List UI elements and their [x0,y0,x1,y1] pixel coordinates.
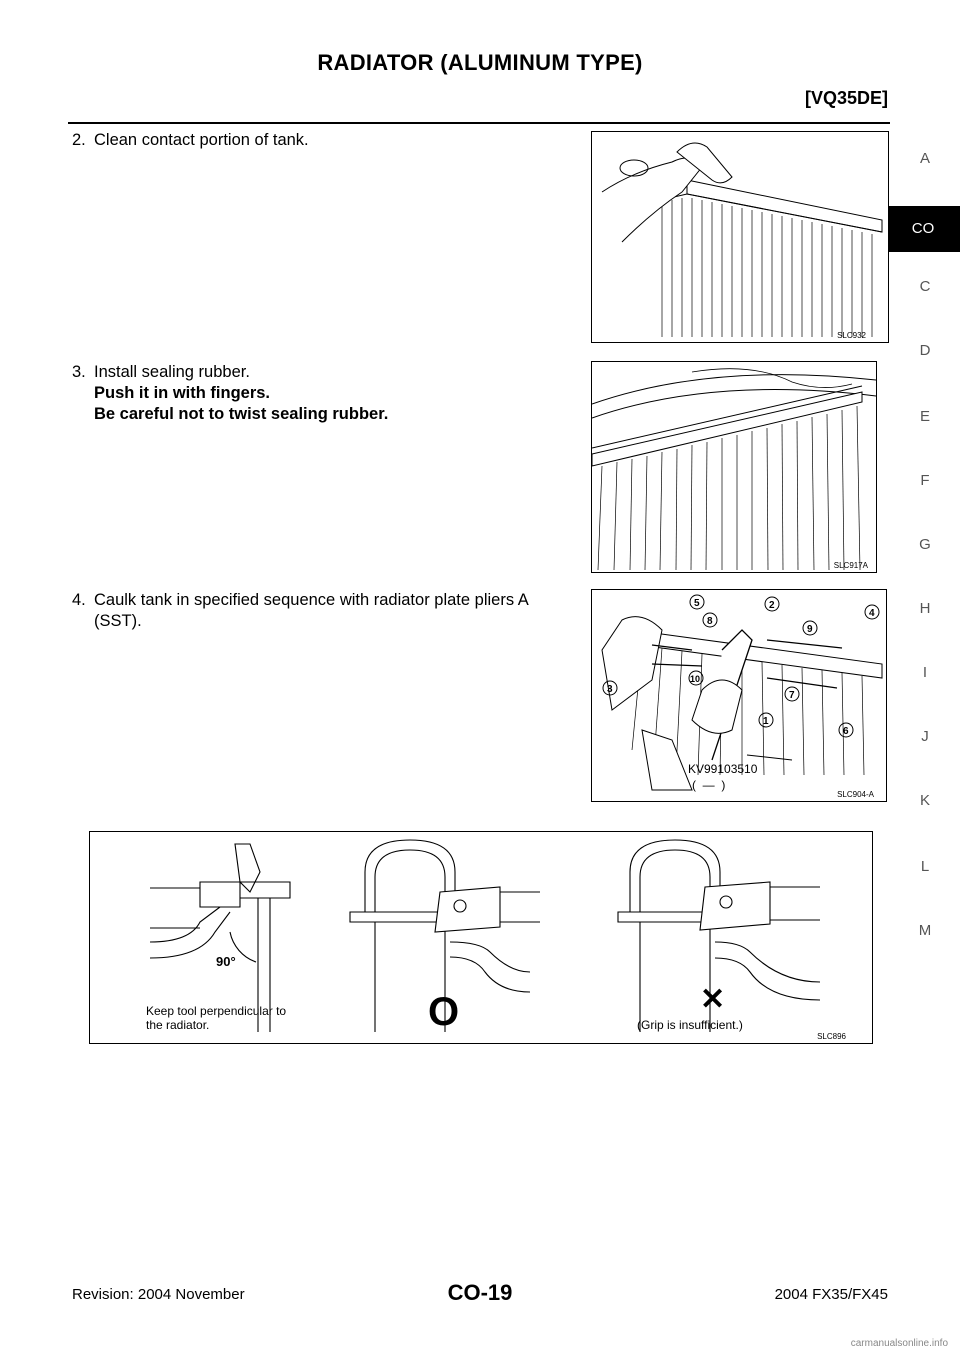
svg-text:7: 7 [789,690,795,701]
figure-code: SLC932 [837,331,866,340]
figure-caulk-sequence [591,589,887,802]
radiator-cleaning-illustration [592,132,888,342]
side-tab-a[interactable]: A [919,150,930,167]
footer-page-number: CO-19 [447,1280,513,1305]
side-tab-j[interactable]: J [921,728,929,745]
step-caution: Be careful not to twist sealing rubber. [94,405,389,423]
ng-mark: ✕ [700,983,726,1016]
footer-revision: Revision: 2004 November [72,1286,245,1303]
svg-text:1: 1 [763,716,769,727]
step-number: 2. [72,131,86,149]
figure-code: SLC917A [833,561,868,570]
side-tab-f[interactable]: F [920,472,930,489]
side-tab-e[interactable]: E [919,408,930,425]
side-tab-co[interactable]: CO [886,206,960,252]
engine-code: [VQ35DE] [804,88,888,108]
side-tab-m[interactable]: M [918,922,932,939]
step-2 [72,130,562,151]
side-tab-h[interactable]: H [919,600,931,617]
footer-model: 2004 FX35/FX45 [774,1286,888,1303]
svg-text:2: 2 [769,600,775,611]
step-number: 4. [72,591,86,609]
side-tab-d[interactable]: D [919,342,931,359]
angle-label: 90° [216,954,236,969]
side-tab-c[interactable]: C [919,278,931,295]
svg-text:6: 6 [843,726,849,737]
svg-text:8: 8 [707,616,713,627]
step-text: Caulk tank in specified sequence with radiator plate pliers A [94,591,529,609]
header-rule [68,122,890,124]
figure-code: SLC896 [817,1032,846,1041]
step-text-cont: (SST). [94,612,142,630]
svg-text:10: 10 [690,674,701,684]
ok-mark: O [428,990,460,1034]
tool-number: KV99103510 [688,762,758,776]
figure-sealing-rubber [591,361,877,573]
figure-code: SLC904-A [837,790,874,799]
step-text: Clean contact portion of tank. [94,131,309,149]
svg-text:5: 5 [694,598,700,609]
step-note: Push it in with fingers. [94,384,271,402]
side-tab-g[interactable]: G [919,536,931,553]
step-number: 3. [72,363,86,381]
page-title: RADIATOR (ALUMINUM TYPE) [317,50,643,75]
side-tab-k[interactable]: K [919,792,930,809]
side-tab-l[interactable]: L [920,858,930,875]
step-text: Install sealing rubber. [94,363,250,381]
ng-caption: (Grip is insufficient.) [637,1018,743,1032]
tool-number-paren: ( — ) [692,778,726,792]
figure-tool-perpendicular [89,831,873,1044]
sealing-rubber-illustration [592,362,876,572]
step-3 [72,362,562,425]
svg-text:4: 4 [869,608,875,619]
caption-line1: Keep tool perpendicular to [146,1004,287,1018]
svg-text:3: 3 [607,684,613,695]
step-4 [72,590,562,632]
watermark: carmanualsonline.info [850,1338,948,1349]
side-tab-i[interactable]: I [922,664,928,681]
caption-line2: the radiator. [146,1018,210,1032]
svg-text:9: 9 [807,624,813,635]
figure-clean-tank [591,131,889,343]
